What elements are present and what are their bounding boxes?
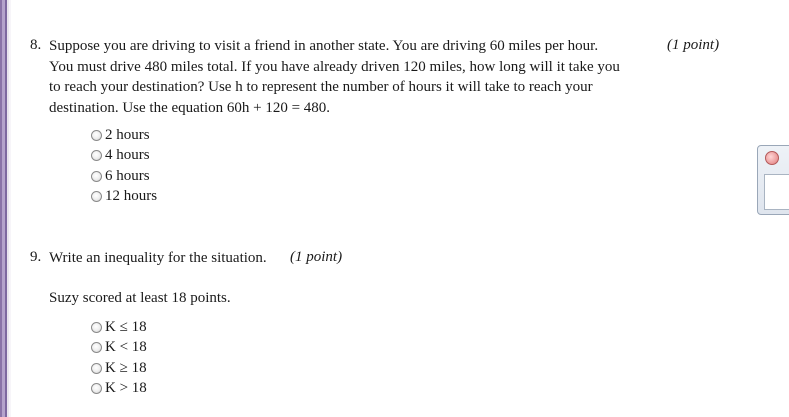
floating-widget[interactable] xyxy=(757,145,789,215)
question-number: 8. xyxy=(30,37,42,53)
option-label: 12 hours xyxy=(105,188,158,205)
answer-option[interactable] xyxy=(91,379,147,400)
question-number: 9. xyxy=(30,249,42,265)
answer-option[interactable] xyxy=(91,338,147,359)
option-label: K ≤ 18 xyxy=(105,318,147,335)
answer-option[interactable] xyxy=(91,358,147,379)
radio-button[interactable] xyxy=(91,363,102,374)
option-label: K > 18 xyxy=(105,380,147,397)
question-text: Write an inequality for the situation. xyxy=(49,250,267,266)
widget-input[interactable] xyxy=(764,174,789,210)
option-label: K < 18 xyxy=(105,339,147,356)
answer-options xyxy=(91,125,157,207)
answer-option[interactable] xyxy=(91,166,157,187)
radio-button[interactable] xyxy=(91,322,102,333)
question-text xyxy=(49,36,669,118)
answer-option[interactable] xyxy=(91,317,147,338)
answer-option[interactable] xyxy=(91,125,157,146)
radio-button[interactable] xyxy=(91,150,102,161)
radio-button[interactable] xyxy=(91,171,102,182)
question-line: destination. Use the equation 60h + 120 = 480. xyxy=(49,99,331,116)
window-left-border xyxy=(0,0,11,417)
question-line: to reach your destination? Use h to represent the number of hours it will take to reach your xyxy=(49,79,593,95)
option-label: 2 hours xyxy=(105,126,150,143)
answer-options xyxy=(91,317,147,399)
radio-button[interactable] xyxy=(91,130,102,141)
option-label: 4 hours xyxy=(105,147,150,164)
answer-option[interactable] xyxy=(91,146,157,167)
question-line: You must drive 480 miles total. If you have already driven 120 miles, how long will it take you xyxy=(49,58,620,75)
question-line: Suppose you are driving to visit a friend in another state. You are driving 60 miles per hour. xyxy=(49,38,599,54)
search-icon[interactable] xyxy=(765,151,779,165)
option-label: 6 hours xyxy=(105,167,150,184)
option-label: K ≥ 18 xyxy=(105,359,147,376)
points-label: (1 point) xyxy=(290,249,343,265)
question-prompt: Suzy scored at least 18 points. xyxy=(49,290,231,306)
radio-button[interactable] xyxy=(91,383,102,394)
points-label: (1 point) xyxy=(667,37,720,53)
radio-button[interactable] xyxy=(91,342,102,353)
answer-option[interactable] xyxy=(91,187,157,208)
radio-button[interactable] xyxy=(91,191,102,202)
